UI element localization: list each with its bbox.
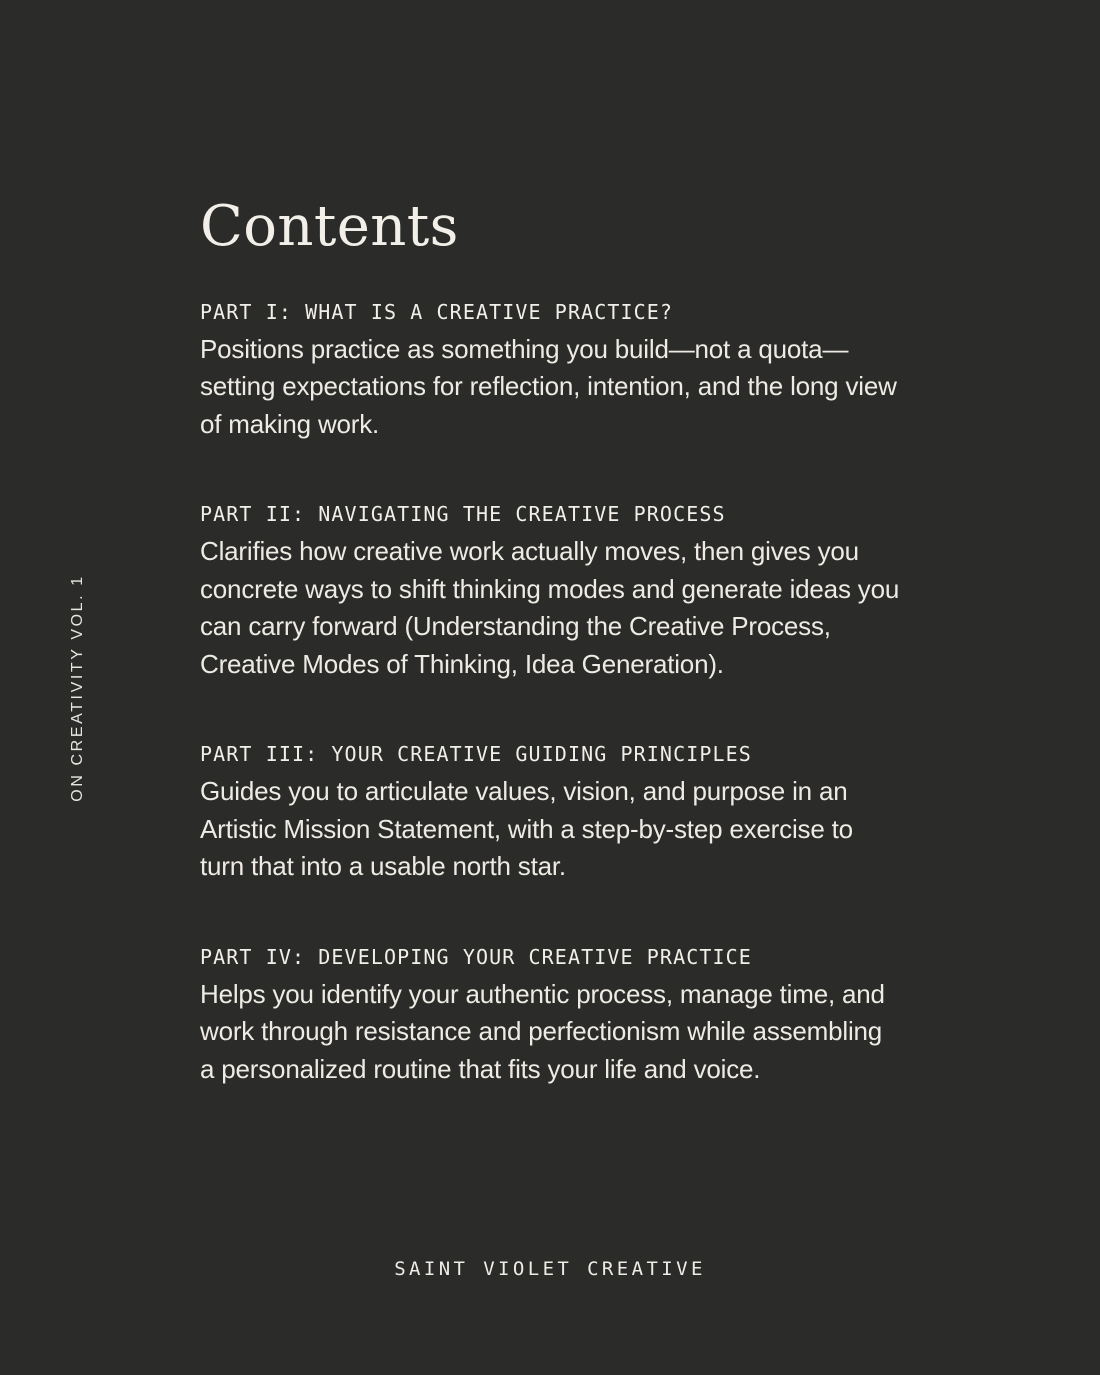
brand-wordmark: SAINT VIOLET CREATIVE (394, 1258, 706, 1280)
contents-list (200, 299, 900, 1089)
contents-entry-part-2 (200, 501, 900, 683)
main-content (200, 0, 900, 1088)
page-footer (0, 1258, 1100, 1280)
vertical-volume-label: ON CREATIVITY VOL. 1 (69, 574, 86, 802)
section-heading: PART I: WHAT IS A CREATIVE PRACTICE? (200, 299, 674, 324)
section-heading: PART IV: DEVELOPING YOUR CREATIVE PRACTICE (200, 944, 752, 969)
section-description: Guides you to articulate values, vision, and purpose in an Artistic Mission Statement, with a step-by-step exercise to turn that into a usable north star. (200, 776, 853, 882)
section-description: Helps you identify your authentic process, manage time, and work through resistance and perfectionism while assembling a personalized routine that fits your life and voice. (200, 978, 885, 1084)
page-title: Contents (200, 194, 459, 259)
contents-entry-part-3 (200, 741, 900, 886)
contents-entry-part-4 (200, 944, 900, 1089)
contents-entry-part-1 (200, 299, 900, 444)
section-heading: PART III: YOUR CREATIVE GUIDING PRINCIPLES (200, 742, 752, 767)
spine-sidebar (0, 0, 200, 1375)
section-description: Clarifies how creative work actually moves, then gives you concrete ways to shift thinking modes and generate ideas you can carry forward (Understanding the Creative Process, Creative Modes of Thinking, Idea Generation). (200, 536, 900, 679)
section-heading: PART II: NAVIGATING THE CREATIVE PROCESS (200, 502, 726, 527)
section-description: Positions practice as something you build—not a quota—setting expectations for reflection, intention, and the long view of making work. (200, 333, 897, 439)
